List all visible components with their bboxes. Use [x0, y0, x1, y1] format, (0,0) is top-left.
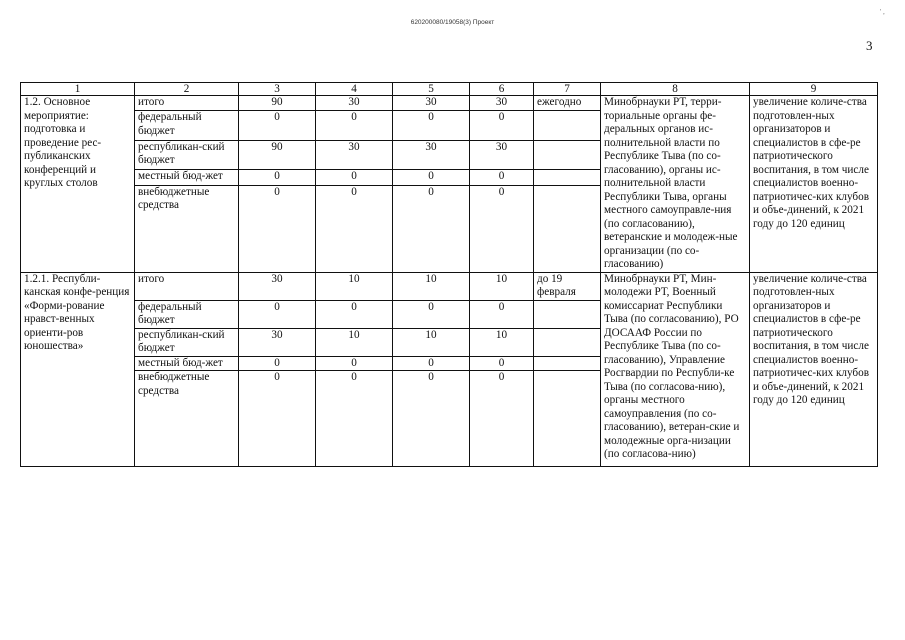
funding-total: 0: [239, 300, 316, 328]
term-cell: [534, 185, 601, 272]
funding-year: 0: [316, 300, 393, 328]
column-number: 5: [393, 83, 470, 96]
funding-year: 10: [316, 272, 393, 300]
term-cell: [534, 140, 601, 169]
term: до 19 февраля: [534, 272, 601, 300]
funding-year: 10: [316, 328, 393, 356]
column-number: 2: [135, 83, 239, 96]
column-number: 9: [750, 83, 878, 96]
column-number: 1: [21, 83, 135, 96]
measure-name: 1.2. Основное мероприятие: подготовка и проведение рес-публиканских конференций и круглых столов: [21, 96, 135, 273]
funding-year: 0: [393, 300, 470, 328]
funding-source: внебюджетные средства: [135, 185, 239, 272]
funding-year: 10: [470, 272, 534, 300]
funding-source: федеральный бюджет: [135, 111, 239, 140]
funding-year: 0: [393, 170, 470, 185]
funding-year: 10: [470, 328, 534, 356]
funding-year: 0: [393, 111, 470, 140]
term-cell: [534, 356, 601, 371]
funding-year: 0: [470, 185, 534, 272]
funding-year: 30: [470, 140, 534, 169]
funding-total: 90: [239, 96, 316, 111]
funding-year: 0: [393, 185, 470, 272]
funding-year: 30: [316, 96, 393, 111]
funding-total: 90: [239, 140, 316, 169]
funding-total: 30: [239, 272, 316, 300]
funding-year: 0: [316, 111, 393, 140]
funding-source: республикан-ский бюджет: [135, 328, 239, 356]
executors: Минобрнауки РТ, терри-ториальные органы фе-деральных органов ис-полнительной власти по Республике Тыва (по со-гласованию), органы ис-полнительной власти Республики Тыва, органы местного самоуправле-ния (по согласованию), ветеранские и молодеж-ные организации (по со-гласованию): [601, 96, 750, 273]
funding-year: 0: [470, 170, 534, 185]
column-number: 6: [470, 83, 534, 96]
column-number: 7: [534, 83, 601, 96]
column-number-row: [21, 83, 878, 96]
funding-year: 0: [393, 371, 470, 467]
funding-total: 0: [239, 111, 316, 140]
document-id: 620200080/19058(3) Проект: [410, 19, 495, 26]
funding-source: местный бюд-жет: [135, 170, 239, 185]
term-cell: [534, 328, 601, 356]
executors: Минобрнауки РТ, Мин-молодежи РТ, Военный комиссариат Республики Тыва (по согласованию), РО ДОСААФ России по Республике Тыва (по со-гласованию), Управление Росгвардии по Республи-ке Тыва (по согласова-нию), органы местного самоуправления (по со-гласованию), ветеран-ские и молодежные орга-низации (по согласова-нию): [601, 272, 750, 467]
funding-source: внебюджетные средства: [135, 371, 239, 467]
term: ежегодно: [534, 96, 601, 111]
funding-year: 30: [393, 96, 470, 111]
page-number: 3: [866, 38, 873, 53]
funding-total: 0: [239, 371, 316, 467]
table-row: [21, 96, 878, 111]
funding-year: 0: [470, 300, 534, 328]
term-cell: [534, 111, 601, 140]
measure-name: 1.2.1. Республи-канская конфе-ренция «Форми-рование нравст-венных ориенти-ров юношества»: [21, 272, 135, 467]
funding-year: 30: [393, 140, 470, 169]
term-cell: [534, 170, 601, 185]
funding-year: 0: [470, 111, 534, 140]
funding-year: 0: [316, 185, 393, 272]
funding-year: 30: [470, 96, 534, 111]
funding-source: местный бюд-жет: [135, 356, 239, 371]
funding-year: 10: [393, 272, 470, 300]
funding-source: республикан-ский бюджет: [135, 140, 239, 169]
funding-year: 0: [316, 170, 393, 185]
funding-year: 0: [470, 371, 534, 467]
funding-year: 0: [470, 356, 534, 371]
scan-mark: ' ,: [880, 8, 885, 16]
funding-source: итого: [135, 272, 239, 300]
funding-year: 10: [393, 328, 470, 356]
term-cell: [534, 300, 601, 328]
funding-total: 0: [239, 356, 316, 371]
program-table: [20, 82, 878, 467]
funding-year: 0: [316, 371, 393, 467]
funding-total: 0: [239, 170, 316, 185]
funding-total: 0: [239, 185, 316, 272]
funding-year: 0: [393, 356, 470, 371]
table-row: [21, 272, 878, 300]
column-number: 8: [601, 83, 750, 96]
column-number: 4: [316, 83, 393, 96]
funding-year: 30: [316, 140, 393, 169]
column-number: 3: [239, 83, 316, 96]
funding-year: 0: [316, 356, 393, 371]
term-cell: [534, 371, 601, 467]
funding-source: федеральный бюджет: [135, 300, 239, 328]
expected-result: увеличение количе-ства подготовлен-ных организаторов и специалистов в сфе-ре патриотического воспитания, в том числе специалистов военно-патриотичес-ких клубов и объе-динений, к 2021 году до 120 единиц: [750, 96, 878, 273]
funding-total: 30: [239, 328, 316, 356]
expected-result: увеличение количе-ства подготовлен-ных организаторов и специалистов в сфе-ре патриотического воспитания, в том числе специалистов военно-патриотичес-ких клубов и объе-динений, к 2021 году до 120 единиц: [750, 272, 878, 467]
funding-source: итого: [135, 96, 239, 111]
